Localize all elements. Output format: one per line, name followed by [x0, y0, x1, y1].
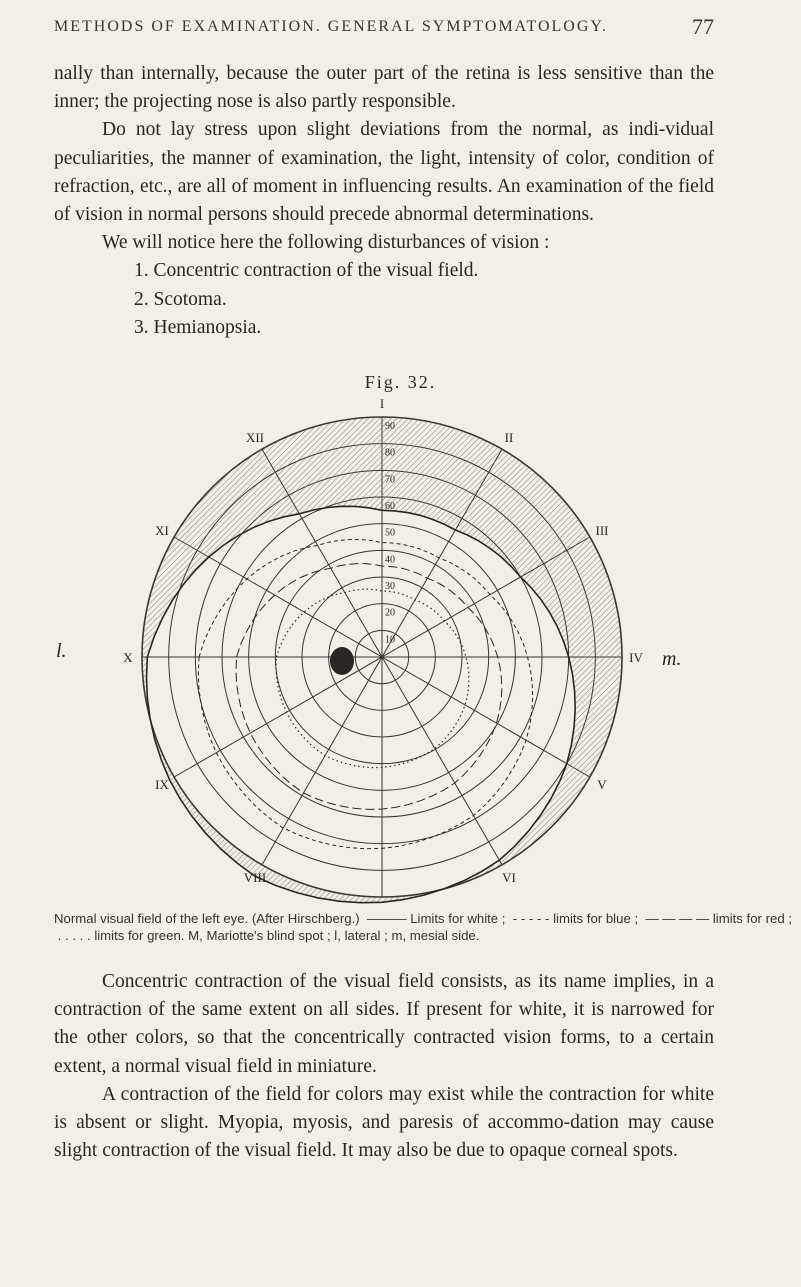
paragraph: A contraction of the field for colors may exist while the contraction for white is absent or slight. Myopia, myosis, and paresis of accommo-dation may cause slight contraction of the visual field. It may also be due to opaque corneal spots. [54, 1083, 714, 1162]
figure-legend [54, 910, 792, 944]
legend-dash-sample: - - - - - [509, 911, 554, 926]
meridian-label: IX [155, 777, 169, 792]
legend-main: Normal visual field of the left eye. (After Hirschberg.) [54, 911, 360, 926]
degree-label: 40 [385, 554, 395, 566]
text-block-top [54, 60, 714, 342]
meridian-label: X [123, 650, 133, 665]
degree-label: 50 [385, 527, 395, 539]
degree-label: 60 [385, 501, 395, 512]
list-item: 3. Hemianopsia. [134, 316, 262, 338]
legend-white: Limits for white ; [410, 911, 506, 926]
meridian-label: V [597, 777, 607, 792]
degree-label: 20 [385, 607, 395, 619]
white-limit-line [147, 506, 576, 902]
visual-field-chart [120, 395, 660, 905]
meridian-label: II [504, 430, 514, 445]
running-head-text: METHODS OF EXAMINATION. GENERAL SYMPTOMATOLOGY. [54, 18, 608, 35]
list-item: 2. Scotoma. [134, 288, 227, 310]
legend-blue: limits for blue ; [553, 911, 639, 926]
meridian-label: VIII [243, 870, 267, 885]
degree-label: 90 [385, 421, 395, 432]
paragraph: nally than internally, because the outer part of the retina is less sensitive than the inner; the projecting nose is also partly responsible. [54, 63, 714, 113]
blind-spot-mark [330, 647, 354, 675]
lateral-side-label: l. [56, 640, 67, 662]
paragraph: Do not lay stress upon slight deviations from the normal, as indi-vidual peculiarities, the manner of examination, the light, intensity of color, condition of refraction, etc., are all of moment in influencing results. An examination of the field of vision in normal persons should precede abnormal determinations. [54, 119, 714, 226]
degree-label: 30 [385, 581, 395, 592]
running-head [54, 14, 714, 39]
legend-longdash-sample: — — — — [641, 911, 713, 926]
legend-solid-line-sample: ——— [363, 911, 411, 926]
meridian-label: XII [245, 430, 265, 445]
mesial-side-label: m. [662, 648, 682, 670]
degree-label: 70 [385, 474, 395, 486]
legend-green: limits for green. [94, 928, 185, 943]
text-block-bottom [54, 968, 714, 1165]
meridian-label: VI [502, 870, 516, 885]
page-number: 77 [692, 14, 714, 39]
red-limit-line [236, 564, 502, 810]
degree-label: 80 [385, 447, 395, 459]
meridian-label: I [379, 396, 385, 411]
blue-limit-line [198, 540, 532, 849]
degree-label: 10 [385, 634, 395, 646]
paragraph: Concentric contraction of the visual field consists, as its name implies, in a contraction of the same extent on all sides. If present for white, it is narrowed for the other colors, so that the concentrically contracted vision forms, to a certain extent, a normal visual field in miniature. [54, 971, 714, 1077]
legend-red: limits for red ; [712, 911, 792, 926]
meridian-label [373, 904, 391, 905]
meridian-label: IV [629, 650, 643, 665]
meridian-label: XI [155, 523, 169, 538]
list-item: 1. Concentric contraction of the visual field. [134, 260, 479, 282]
legend-dot-sample: . . . . . [54, 928, 95, 943]
paragraph: We will notice here the following disturbances of vision : [102, 232, 550, 254]
figure-title: Fig. 32. [364, 372, 437, 392]
legend-rest: M, Mariotte's blind spot ; l, lateral ; m, mesial side. [188, 928, 480, 943]
meridian-label: III [595, 523, 609, 538]
